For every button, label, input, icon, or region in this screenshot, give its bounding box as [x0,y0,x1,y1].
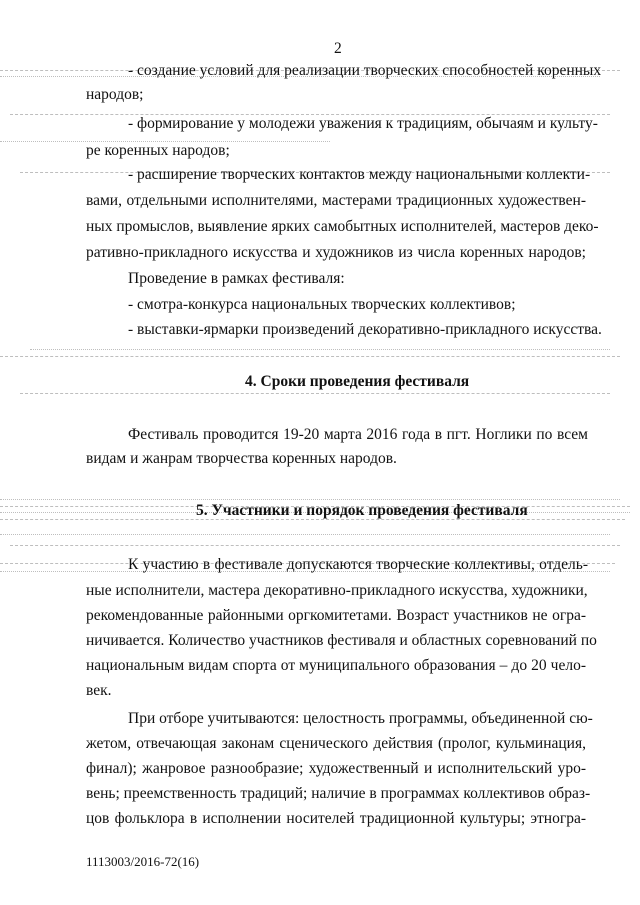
scan-artifact-line [30,349,610,350]
scan-artifact-line [20,393,610,394]
scan-artifact-line [0,499,620,500]
section-text: рекомендованные районными оргкомитетами. Возраст участников не огра- [86,607,586,624]
section-text: век. [86,682,112,699]
section-text: национальным видам спорта от муниципального образования – до 20 чело- [86,657,586,674]
section-heading: 4. Сроки проведения фестиваля [245,373,470,390]
goal-line: народов; [86,86,144,103]
scan-artifact-line [0,356,620,357]
section-text: При отборе учитываются: целостность программы, объединенной сю- [128,710,593,727]
goal-line: - расширение творческих контактов между национальными коллекти- [128,166,591,183]
goal-line: ративно-прикладного искусства и художников из числа коренных народов; [86,244,586,261]
document-code: 1113003/2016-72(16) [86,854,200,869]
page-number: 2 [334,40,342,57]
goal-line: - создание условий для реализации творческих способностей коренных [128,62,602,79]
section-text: видам и жанрам творчества коренных народов. [86,450,397,467]
section-text: ные исполнители, мастера декоративно-прикладного искусства, художники, [86,582,588,599]
goal-line: ре коренных народов; [86,142,230,159]
goal-line: ных промыслов, выявление ярких самобытных исполнителей, мастеров деко- [86,218,599,235]
held-item: - смотра-конкурса национальных творческих коллективов; [128,296,516,313]
held-item: - выставки-ярмарки произведений декоративно-прикладного искусства. [128,321,602,338]
section-text: цов фольклора в исполнении носителей традиционной культуры; этногра- [86,810,586,827]
section-text: жетом, отвечающая законам сценического действия (пролог, кульминация, [86,735,586,752]
scan-artifact-line [0,534,610,535]
section-text: ничивается. Количество участников фестиваля и областных соревнований по [86,632,597,649]
scan-artifact-line [10,545,620,546]
held-intro: Проведение в рамках фестиваля: [128,270,345,287]
section-text: К участию в фестивале допускаются творческие коллективы, отдель- [128,556,588,573]
section-text: Фестиваль проводится 19-20 марта 2016 года в пгт. Ноглики по всем [128,426,588,443]
goal-line: вами, отдельными исполнителями, мастерами традиционных художествен- [86,192,586,209]
section-text: вень; преемственность традиций; наличие в программах коллективов образ- [86,785,591,802]
section-text: финал); жанровое разнообразие; художественный и исполнительский уро- [86,760,586,777]
section-heading: 5. Участники и порядок проведения фестиваля [196,502,528,519]
goal-line: - формирование у молодежи уважения к традициям, обычаям и культу- [128,115,598,132]
